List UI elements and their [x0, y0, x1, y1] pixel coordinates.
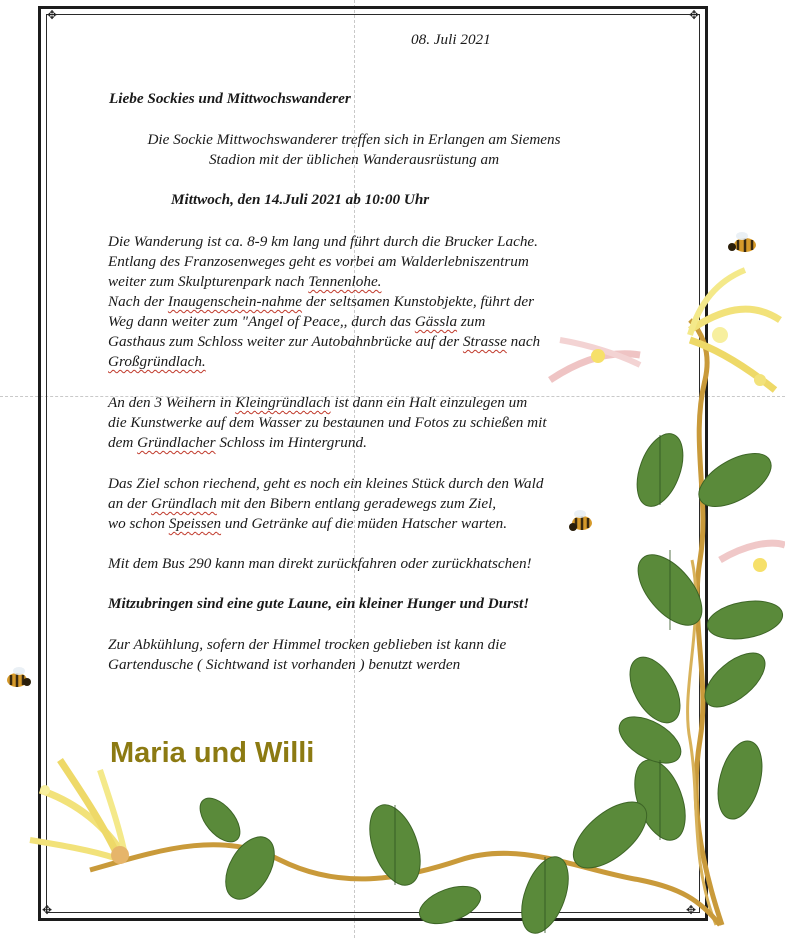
- intro-line-2: Stadion mit der üblichen Wanderausrüstung am: [208, 151, 500, 168]
- paragraph-line: [108, 312, 485, 333]
- flower-cluster-bottom-left: [30, 760, 129, 864]
- text-run: An den 3 Weihern in: [108, 394, 236, 411]
- text-run: an der: [108, 495, 152, 512]
- text-run: der seltsamen Kunstobjekte, führt der: [302, 293, 535, 310]
- letter-date: 08. Juli 2021: [411, 31, 491, 48]
- text-run: mit den Bibern entlang geradewegs zum Ziel,: [216, 495, 497, 512]
- bee-icon: [7, 667, 31, 687]
- text-run: zum: [457, 313, 486, 330]
- text-run: Weg dann weiter zum "Angel of Peace,, durch das: [108, 313, 415, 330]
- text-run: dem: [108, 434, 138, 451]
- spellcheck-word: Inaugenschein-nahme: [167, 293, 303, 310]
- paragraph-line: [108, 272, 381, 293]
- spellcheck-word: Gründlacher: [137, 434, 216, 451]
- spellcheck-word: Tennenlohe.: [308, 273, 382, 290]
- bee-icon: [728, 232, 756, 252]
- text-run: wo schon: [108, 515, 169, 532]
- flower-cluster-top-right: [690, 270, 780, 390]
- greeting: Liebe Sockies und Mittwochswanderer: [109, 90, 351, 107]
- corner-ornament-icon: ✥: [688, 8, 700, 22]
- event-date: Mittwoch, den 14.Juli 2021 ab 10:00 Uhr: [171, 191, 430, 208]
- spellcheck-word: Großgründlach.: [108, 353, 206, 370]
- corner-ornament-icon: ✥: [41, 903, 53, 917]
- paragraph-line: [108, 494, 496, 515]
- spellcheck-word: Gründlach: [151, 495, 217, 512]
- paragraph-line: Entlang des Franzosenweges geht es vorbei am Walderlebniszentrum: [108, 253, 529, 270]
- intro-line-1: Die Sockie Mittwochswanderer treffen sich in Erlangen am Siemens: [147, 131, 561, 148]
- paragraph-line: [108, 352, 206, 373]
- paragraph-line: Die Wanderung ist ca. 8-9 km lang und führt durch die Brucker Lache.: [108, 233, 538, 250]
- paragraph-line: Das Ziel schon riechend, geht es noch ein kleines Stück durch den Wald: [108, 475, 544, 492]
- text-run: und Getränke auf die müden Hatscher warten.: [221, 515, 508, 532]
- signature: Maria und Willi: [110, 737, 315, 769]
- paragraph-line: Gartendusche ( Sichtwand ist vorhanden ) benutzt werden: [108, 656, 461, 673]
- spellcheck-word: Strasse: [462, 333, 507, 350]
- text-run: Schloss im Hintergrund.: [215, 434, 367, 451]
- bring-along-note: Mitzubringen sind eine gute Laune, ein kleiner Hunger und Durst!: [108, 595, 530, 612]
- paragraph-line: [108, 292, 534, 313]
- paragraph-line: Mit dem Bus 290 kann man direkt zurückfahren oder zurückhatschen!: [108, 555, 532, 572]
- text-run: weiter zum Skulpturenpark nach: [108, 273, 309, 290]
- text-run: Nach der: [108, 293, 168, 310]
- text-run: Gasthaus zum Schloss weiter zur Autobahnbrücke auf der: [108, 333, 463, 350]
- paragraph-line: [108, 514, 507, 535]
- spellcheck-word: Kleingründlach: [235, 394, 331, 411]
- text-run: ist dann ein Halt einzulegen um: [330, 394, 528, 411]
- paragraph-line: [108, 393, 527, 414]
- spellcheck-word: Speissen: [168, 515, 222, 532]
- paragraph-line: Zur Abkühlung, sofern der Himmel trocken geblieben ist kann die: [108, 636, 507, 653]
- paragraph-line: [108, 332, 540, 353]
- paragraph-line: [108, 433, 367, 454]
- text-run: nach: [506, 333, 541, 350]
- spellcheck-word: Gässla: [414, 313, 458, 330]
- paragraph-line: die Kunstwerke auf dem Wasser zu bestaunen und Fotos zu schießen mit: [108, 414, 547, 431]
- corner-ornament-icon: ✥: [685, 903, 697, 917]
- bee-icon: [569, 510, 592, 531]
- corner-ornament-icon: ✥: [46, 8, 58, 22]
